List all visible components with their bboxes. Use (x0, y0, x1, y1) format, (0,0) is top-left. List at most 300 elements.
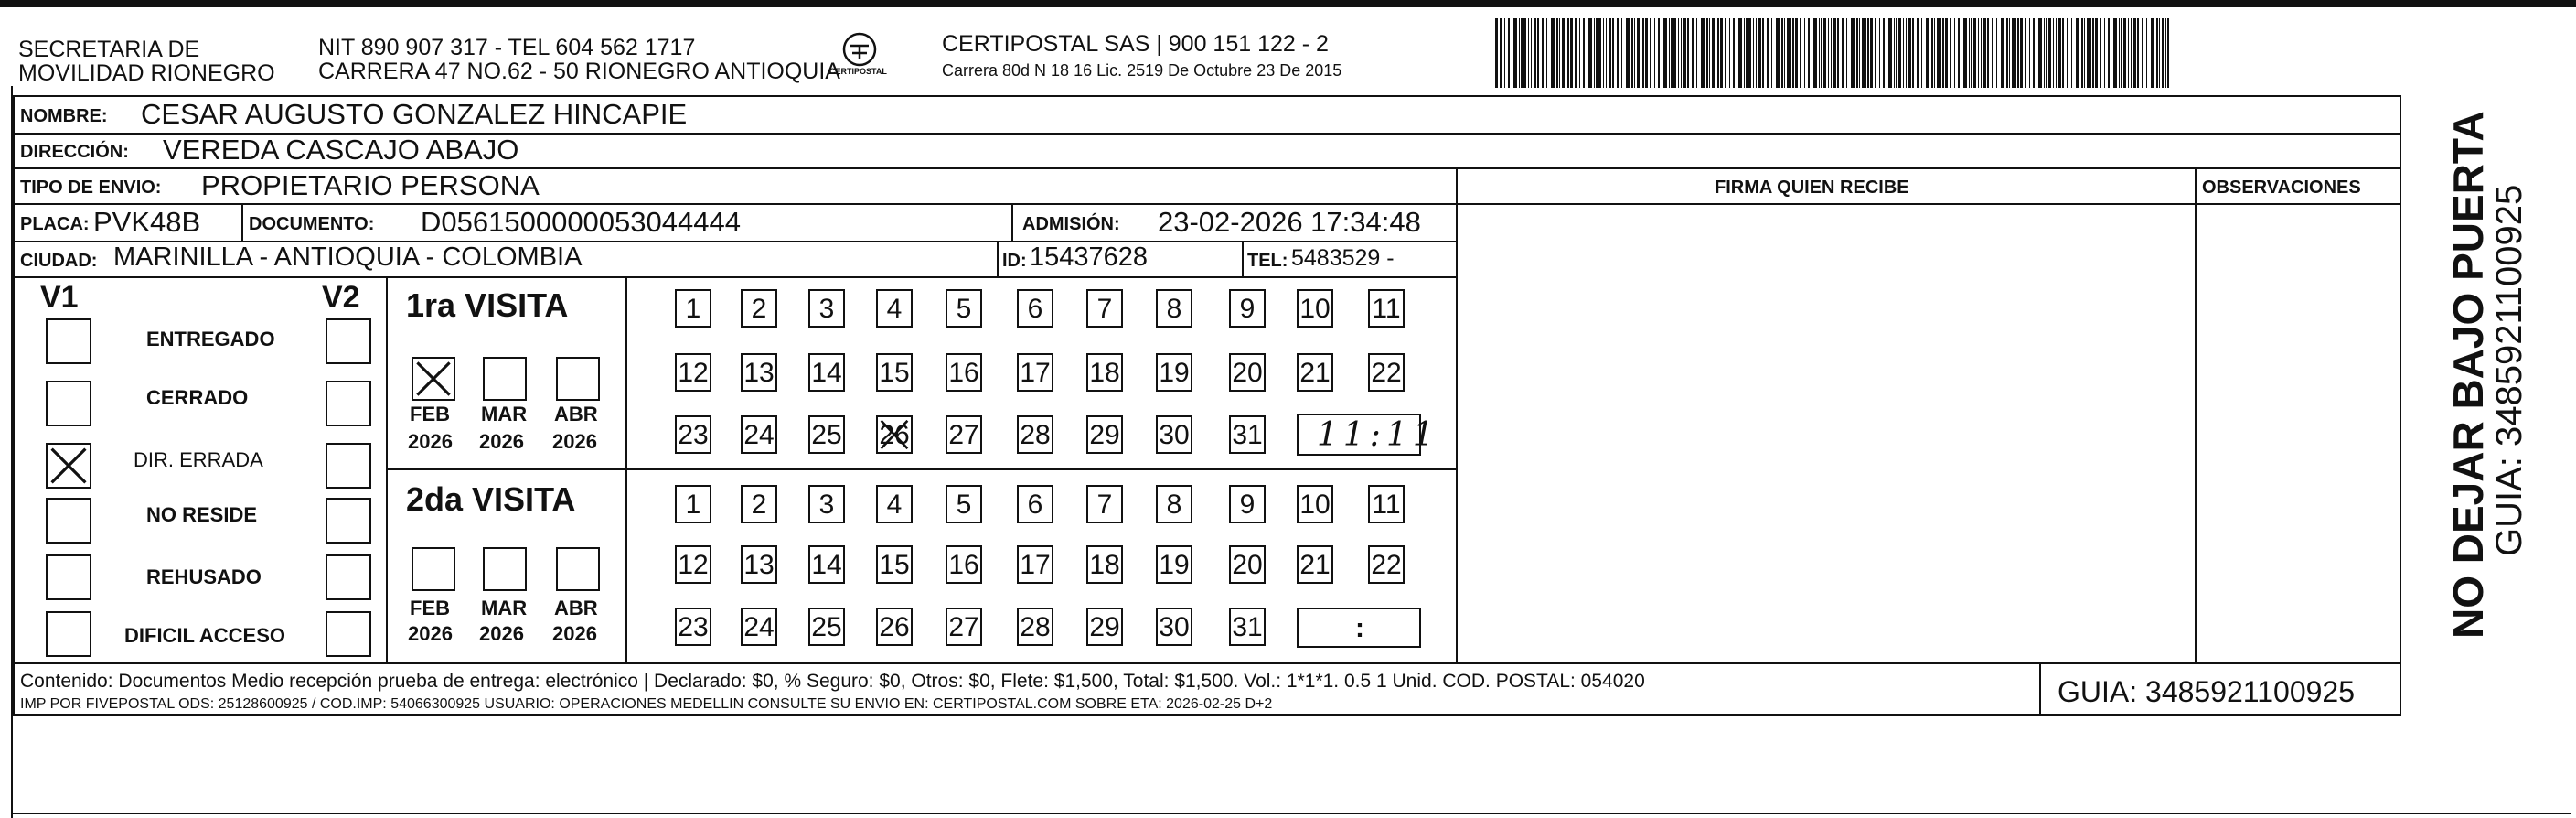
day-box[interactable] (675, 485, 711, 523)
day-box[interactable] (741, 485, 777, 523)
day-box[interactable] (741, 545, 777, 584)
day-number: 31 (1232, 420, 1263, 450)
barcode-bar (1954, 18, 1955, 88)
barcode-bar (1917, 18, 1919, 88)
barcode-bar (1813, 18, 1817, 88)
day-number: 24 (743, 420, 775, 450)
certipostal-logo (828, 31, 892, 81)
month-label: FEB (410, 403, 450, 425)
day-number: 25 (811, 612, 842, 642)
day-box[interactable] (1017, 353, 1053, 392)
barcode-bar (2001, 18, 2004, 88)
admision-label: ADMISIÓN: (1022, 214, 1120, 234)
barcode-bar (1650, 18, 1651, 88)
barcode-bar (1753, 18, 1754, 88)
barcode-bar (2053, 18, 2054, 88)
day-box[interactable] (876, 545, 913, 584)
barcode-bar (2017, 18, 2019, 88)
barcode-bar (2137, 18, 2139, 88)
month-checkbox[interactable] (412, 357, 455, 401)
barcode-bar (1692, 18, 1694, 88)
day-number: 16 (948, 550, 979, 580)
day-number: 14 (811, 358, 842, 388)
direccion-label: DIRECCIÓN: (20, 142, 129, 162)
barcode-bar (1637, 18, 1640, 88)
barcode-bar (2029, 18, 2030, 88)
v1-checkbox[interactable] (46, 498, 91, 544)
barcode-bar (1523, 18, 1526, 88)
row-line-5 (13, 276, 1456, 278)
barcode-bar (1903, 18, 1904, 88)
day-box[interactable] (876, 608, 913, 646)
barcode-bar (1756, 18, 1757, 88)
barcode-bar (1537, 18, 1539, 88)
col-header-line (1456, 203, 2401, 205)
placa-divider (241, 203, 243, 241)
barcode-bar (1842, 18, 1844, 88)
barcode-bar (1950, 18, 1951, 88)
day-number: 26 (879, 420, 910, 450)
barcode-bar (1790, 18, 1791, 88)
day-number: 19 (1159, 550, 1190, 580)
day-number: 5 (956, 490, 972, 520)
v2-checkbox[interactable] (326, 554, 371, 600)
barcode-bar (2015, 18, 2016, 88)
barcode-bar (2156, 18, 2158, 88)
day-number: 30 (1159, 420, 1190, 450)
day-box[interactable] (946, 608, 982, 646)
barcode-bar (2119, 18, 2120, 88)
courier-line1: CERTIPOSTAL SAS | 900 151 122 - 2 (942, 31, 1329, 57)
barcode-bar (1542, 18, 1544, 88)
barcode-bar (1804, 18, 1805, 88)
day-number: 8 (1166, 294, 1182, 324)
day-number: 6 (1027, 490, 1043, 520)
barcode-bar (1642, 18, 1644, 88)
day-box[interactable] (808, 608, 845, 646)
courier-line2: Carrera 80d N 18 16 Lic. 2519 De Octubre 23 De 2015 (942, 61, 1342, 80)
day-number: 17 (1020, 358, 1051, 388)
barcode-bar (1678, 18, 1679, 88)
day-number: 26 (879, 612, 910, 642)
day-box[interactable] (946, 545, 982, 584)
day-box[interactable] (1156, 353, 1192, 392)
barcode-bar (1808, 18, 1810, 88)
day-number: 3 (818, 490, 835, 520)
placa-value: PVK48B (93, 206, 201, 238)
day-number: 23 (678, 612, 709, 642)
barcode-bar (2142, 18, 2143, 88)
v2-checkbox[interactable] (326, 498, 371, 544)
month-checkbox[interactable] (556, 547, 600, 591)
day-number: 14 (811, 550, 842, 580)
barcode-bar (1784, 18, 1785, 88)
barcode-bar (1588, 18, 1592, 88)
barcode-bar (1771, 18, 1772, 88)
barcode-bar (2151, 18, 2154, 88)
barcode-bar (1983, 18, 1986, 88)
barcode-bar (1776, 18, 1780, 88)
day-number: 15 (879, 550, 910, 580)
admision-divider (1011, 203, 1013, 241)
first-visit-title: 1ra VISITA (406, 286, 569, 324)
observaciones-header: OBSERVACIONES (2202, 178, 2361, 198)
barcode-bar (1570, 18, 1573, 88)
day-box[interactable] (1229, 485, 1266, 523)
month-checkbox[interactable] (483, 357, 527, 401)
day-box[interactable] (741, 608, 777, 646)
barcode-bar (1671, 18, 1673, 88)
day-box[interactable] (876, 485, 913, 523)
day-number: 16 (948, 358, 979, 388)
barcode-bar (1908, 18, 1911, 88)
v1-checkbox[interactable] (46, 554, 91, 600)
day-box[interactable] (741, 415, 777, 454)
v1-checkbox[interactable] (46, 443, 91, 489)
year-label: 2026 (408, 430, 453, 453)
barcode-bar (2092, 18, 2094, 88)
day-number: 6 (1027, 294, 1043, 324)
tipo-value: PROPIETARIO PERSONA (201, 169, 540, 201)
day-box[interactable] (675, 415, 711, 454)
day-number: 29 (1089, 612, 1120, 642)
barcode-bar (1654, 18, 1655, 88)
day-box[interactable] (946, 415, 982, 454)
bottom-frame (11, 813, 2571, 814)
barcode-bar (1973, 18, 1976, 88)
day-box[interactable] (1368, 545, 1405, 584)
month-checkbox[interactable] (556, 357, 600, 401)
barcode-bar (1879, 18, 1880, 88)
barcode-bar (2084, 18, 2085, 88)
barcode-bar (1865, 18, 1866, 88)
barcode-bar (2020, 18, 2023, 88)
day-number: 24 (743, 612, 775, 642)
barcode-bar (2056, 18, 2057, 88)
barcode-bar (1744, 18, 1745, 88)
barcode-bar (2076, 18, 2079, 88)
day-number: 7 (1096, 490, 1113, 520)
second-visit-time: : (1355, 613, 1364, 643)
day-box[interactable] (675, 545, 711, 584)
barcode-bar (1696, 18, 1697, 88)
firma-divider (1456, 167, 1458, 662)
barcode-bar (2104, 18, 2105, 88)
day-box[interactable] (946, 289, 982, 328)
day-number: 20 (1232, 358, 1263, 388)
barcode-bar (1546, 18, 1547, 88)
barcode-bar (1781, 18, 1783, 88)
tel-value: 5483529 - (1291, 245, 1395, 271)
day-box[interactable] (876, 289, 913, 328)
day-box[interactable] (1368, 485, 1405, 523)
id-value: 15437628 (1030, 242, 1149, 272)
footer-top-line (13, 662, 2401, 664)
barcode-bar (1862, 18, 1865, 88)
day-box[interactable] (1017, 608, 1053, 646)
barcode-bar (1921, 18, 1922, 88)
day-box[interactable] (1229, 353, 1266, 392)
id-label: ID: (1002, 251, 1027, 271)
barcode-bar (1717, 18, 1719, 88)
day-box[interactable] (1368, 353, 1405, 392)
barcode-bar (1846, 18, 1847, 88)
year-label: 2026 (552, 430, 597, 453)
barcode-bar (1821, 18, 1822, 88)
barcode-bar (1594, 18, 1595, 88)
v2-checkbox[interactable] (326, 443, 371, 489)
day-box[interactable] (1017, 545, 1053, 584)
first-visit-time-box[interactable] (1297, 414, 1439, 456)
top-edge (0, 0, 2576, 7)
day-box[interactable] (741, 289, 777, 328)
day-number: 8 (1166, 490, 1182, 520)
barcode-bar (1823, 18, 1826, 88)
barcode-bar (1687, 18, 1689, 88)
day-number: 11 (1372, 490, 1401, 520)
status-label: DIFICIL ACCESO (124, 624, 286, 647)
day-box[interactable] (675, 353, 711, 392)
barcode-bar (1596, 18, 1598, 88)
day-box[interactable] (1297, 545, 1333, 584)
status-label: DIR. ERRADA (134, 448, 263, 471)
barcode-bar (2009, 18, 2010, 88)
status-label: CERRADO (146, 386, 249, 409)
day-box[interactable] (1086, 289, 1123, 328)
month-label: FEB (410, 597, 450, 619)
barcode-bar (2131, 18, 2132, 88)
status-label: ENTREGADO (146, 328, 275, 350)
ciudad-label: CIUDAD: (20, 251, 98, 271)
day-number: 18 (1089, 358, 1120, 388)
month-checkbox[interactable] (483, 547, 527, 591)
day-box[interactable] (808, 353, 845, 392)
day-box[interactable] (946, 485, 982, 523)
month-label: MAR (481, 597, 528, 619)
v2-checkbox[interactable] (326, 318, 371, 364)
v1-label: V1 (40, 280, 79, 315)
barcode-bar (1926, 18, 1929, 88)
footer-guia: GUIA: 3485921100925 (2058, 675, 2355, 708)
v2-label: V2 (322, 280, 360, 315)
barcode-bar (2095, 18, 2098, 88)
day-box[interactable] (946, 353, 982, 392)
barcode-bar (1562, 18, 1565, 88)
day-box[interactable] (1297, 353, 1333, 392)
day-box[interactable] (675, 289, 711, 328)
day-box[interactable] (1086, 485, 1123, 523)
documento-label: DOCUMENTO: (249, 214, 375, 234)
day-box[interactable] (1229, 289, 1266, 328)
barcode-bar (1612, 18, 1614, 88)
barcode-bar (2012, 18, 2015, 88)
day-box[interactable] (1297, 485, 1333, 523)
barcode-bar (2165, 18, 2166, 88)
day-box[interactable] (1017, 415, 1053, 454)
barcode-bar (1940, 18, 1941, 88)
barcode-bar (1504, 18, 1505, 88)
day-box[interactable] (1017, 485, 1053, 523)
v1-checkbox[interactable] (46, 318, 91, 364)
day-number: 30 (1159, 612, 1190, 642)
day-box[interactable] (1156, 485, 1192, 523)
barcode-bar (1746, 18, 1748, 88)
day-number: 23 (678, 420, 709, 450)
barcode-bar (1733, 18, 1735, 88)
day-number: 19 (1159, 358, 1190, 388)
day-box[interactable] (1086, 353, 1123, 392)
day-box[interactable] (1086, 545, 1123, 584)
v2-checkbox[interactable] (326, 381, 371, 426)
barcode-bar (1851, 18, 1855, 88)
day-box[interactable] (876, 415, 913, 454)
tel-label: TEL: (1247, 251, 1288, 271)
day-box[interactable] (1156, 608, 1192, 646)
day-number: 2 (751, 294, 767, 324)
day-number: 12 (678, 358, 709, 388)
address-line: CARRERA 47 NO.62 - 50 RIONEGRO ANTIOQUIA (318, 59, 840, 84)
barcode-bar (1867, 18, 1869, 88)
barcode-bar (1683, 18, 1686, 88)
day-number: 22 (1371, 550, 1402, 580)
placa-label: PLACA: (20, 214, 90, 234)
day-box[interactable] (808, 545, 845, 584)
first-visit-time: 11:11 (1317, 416, 1439, 454)
barcode-bar (1559, 18, 1560, 88)
day-number: 5 (956, 294, 972, 324)
day-box[interactable] (741, 353, 777, 392)
day-number: 1 (685, 490, 701, 520)
nombre-value: CESAR AUGUSTO GONZALEZ HINCAPIE (141, 98, 688, 130)
barcode-bar (1706, 18, 1708, 88)
day-box[interactable] (1229, 415, 1266, 454)
barcode-bar (1762, 18, 1764, 88)
barcode-bar (1720, 18, 1723, 88)
day-box[interactable] (1156, 545, 1192, 584)
barcode-bar (2090, 18, 2091, 88)
day-number: 21 (1299, 550, 1331, 580)
day-box[interactable] (1156, 415, 1192, 454)
day-box[interactable] (808, 485, 845, 523)
barcode-bar (1583, 18, 1585, 88)
v2-checkbox[interactable] (326, 611, 371, 657)
barcode-bar (1658, 18, 1660, 88)
barcode-bar (1603, 18, 1604, 88)
barcode-bar (1906, 18, 1907, 88)
day-number: 28 (1020, 420, 1051, 450)
barcode-bar (2133, 18, 2136, 88)
day-box[interactable] (1086, 415, 1123, 454)
tel-divider (1242, 241, 1244, 276)
month-label: MAR (481, 403, 528, 425)
day-number: 3 (818, 294, 835, 324)
row-line-3 (13, 203, 1456, 205)
barcode-bar (2025, 18, 2026, 88)
barcode-bar (1992, 18, 1993, 88)
barcode-bar (1896, 18, 1897, 88)
v1-checkbox[interactable] (46, 611, 91, 657)
day-box[interactable] (1017, 289, 1053, 328)
admision-value: 23-02-2026 17:34:48 (1158, 206, 1421, 238)
day-box[interactable] (1086, 608, 1123, 646)
barcode-bar (1795, 18, 1798, 88)
day-number: 10 (1299, 490, 1331, 520)
day-box[interactable] (675, 608, 711, 646)
day-number: 10 (1299, 294, 1331, 324)
form-top-line (13, 95, 2401, 97)
barcode-bar (1833, 18, 1836, 88)
year-label: 2026 (479, 622, 524, 645)
barcode-bar (2067, 18, 2068, 88)
barcode-bar (1528, 18, 1529, 88)
barcode-bar (1958, 18, 1960, 88)
barcode-bar (2128, 18, 2129, 88)
barcode-bar (1534, 18, 1536, 88)
day-box[interactable] (1368, 289, 1405, 328)
barcode-bar (1767, 18, 1769, 88)
barcode-bar (1729, 18, 1730, 88)
barcode-bar (1837, 18, 1839, 88)
day-number: 12 (678, 550, 709, 580)
barcode-bar (1673, 18, 1676, 88)
barcode-bar (2081, 18, 2083, 88)
barcode-bar (2121, 18, 2122, 88)
day-box[interactable] (876, 353, 913, 392)
barcode-bar (1971, 18, 1972, 88)
day-box[interactable] (808, 289, 845, 328)
barcode-bar (1634, 18, 1635, 88)
barcode-bar (1579, 18, 1580, 88)
barcode-bar (2146, 18, 2147, 88)
year-label: 2026 (408, 622, 453, 645)
barcode-bar (1875, 18, 1876, 88)
day-number: 15 (879, 358, 910, 388)
barcode-bar (2162, 18, 2164, 88)
day-box[interactable] (808, 415, 845, 454)
month-label: ABR (554, 403, 598, 425)
day-number: 13 (743, 358, 775, 388)
form-left-line (13, 95, 15, 714)
visit-split-line (386, 468, 1456, 470)
second-visit-time-box[interactable] (1297, 608, 1421, 648)
imp-line: IMP POR FIVEPOSTAL ODS: 25128600925 / COD.IMP: 54066300925 USUARIO: OPERACIONES MEDELLIN CONSULTE SU ENVIO EN: CERTIPOSTAL.COM SOBRE ETA: 2026-02-25 D+2 (20, 696, 1273, 712)
day-box[interactable] (1156, 289, 1192, 328)
barcode-bar (1645, 18, 1648, 88)
day-number: 9 (1239, 490, 1256, 520)
day-box[interactable] (1229, 608, 1266, 646)
day-number: 28 (1020, 612, 1051, 642)
day-number: 13 (743, 550, 775, 580)
side-guia: GUIA: 3485921100925 (2489, 184, 2529, 556)
day-number: 1 (685, 294, 701, 324)
day-box[interactable] (1297, 289, 1333, 328)
year-label: 2026 (552, 622, 597, 645)
form-right-line (2400, 95, 2401, 714)
status-label: NO RESIDE (146, 503, 258, 526)
barcode-bar (1792, 18, 1794, 88)
barcode-bar (1883, 18, 1885, 88)
barcode-bar (2033, 18, 2035, 88)
month-checkbox[interactable] (412, 547, 455, 591)
barcode-bar (2113, 18, 2117, 88)
barcode-bar (2123, 18, 2126, 88)
barcode (1495, 18, 2172, 88)
barcode-bar (2108, 18, 2110, 88)
v1-checkbox[interactable] (46, 381, 91, 426)
barcode-bar (1621, 18, 1622, 88)
day-box[interactable] (1229, 545, 1266, 584)
day-number: 27 (948, 612, 979, 642)
